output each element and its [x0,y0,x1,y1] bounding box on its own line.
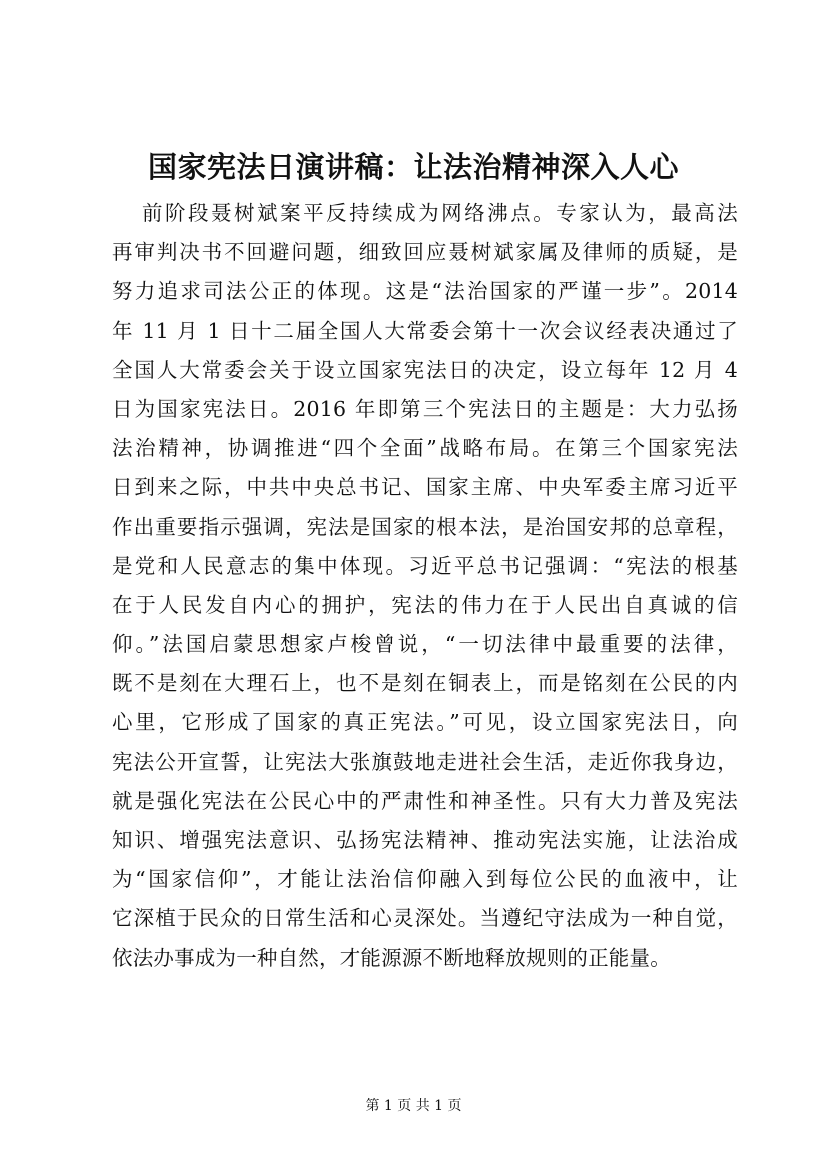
body-line: 年 11 月 1 日十二届全国人大常委会第十一次会议经表决通过了 [112,318,738,343]
body-line: 就是强化宪法在公民心中的严肃性和神圣性。只有大力普及宪法 [112,788,738,813]
body-line: 它深植于民众的日常生活和心灵深处。当遵纪守法成为一种自觉， [112,906,738,931]
page-number-footer: 第 1 页 共 1 页 [365,1098,462,1114]
body-line: 是党和人民意志的集中体现。习近平总书记强调：“宪法的根基 [112,553,738,578]
body-line: 知识、增强宪法意识、弘扬宪法精神、推动宪法实施，让法治成 [112,828,738,852]
body-line: 心里，它形成了国家的真正宪法。”可见，设立国家宪法日，向 [112,710,738,735]
body-line: 既不是刻在大理石上，也不是刻在铜表上，而是铭刻在公民的内 [112,671,738,696]
body-line: 前阶段聂树斌案平反持续成为网络沸点。专家认为，最高法 [142,201,738,225]
body-line: 日到来之际，中共中央总书记、国家主席、中央军委主席习近平 [112,475,738,500]
body-line: 在于人民发自内心的拥护，宪法的伟力在于人民出自真诚的信 [112,592,738,617]
body-line: 仰。”法国启蒙思想家卢梭曾说，“一切法律中最重要的法律， [112,632,738,657]
body-line: 为“国家信仰”，才能让法治信仰融入到每位公民的血液中，让 [112,867,738,892]
body-line: 日为国家宪法日。2016 年即第三个宪法日的主题是：大力弘扬 [112,396,738,421]
body-line: 依法办事成为一种自然，才能源源不断地释放规则的正能量。 [112,945,671,970]
body-line: 宪法公开宣誓，让宪法大张旗鼓地走进社会生活，走近你我身边， [112,749,738,774]
body-line: 努力追求司法公正的体现。这是“法治国家的严谨一步”。2014 [112,279,738,304]
body-line: 全国人大常委会关于设立国家宪法日的决定，设立每年 12 月 4 [112,357,738,382]
document-body [112,194,738,978]
document-title: 国家宪法日演讲稿：让法治精神深入人心 [147,150,679,184]
body-line: 作出重要指示强调，宪法是国家的根本法，是治国安邦的总章程， [112,514,738,539]
body-line: 法治精神，协调推进“四个全面”战略布局。在第三个国家宪法 [112,436,738,461]
body-line: 再审判决书不回避问题，细致回应聂树斌家属及律师的质疑，是 [112,240,738,265]
